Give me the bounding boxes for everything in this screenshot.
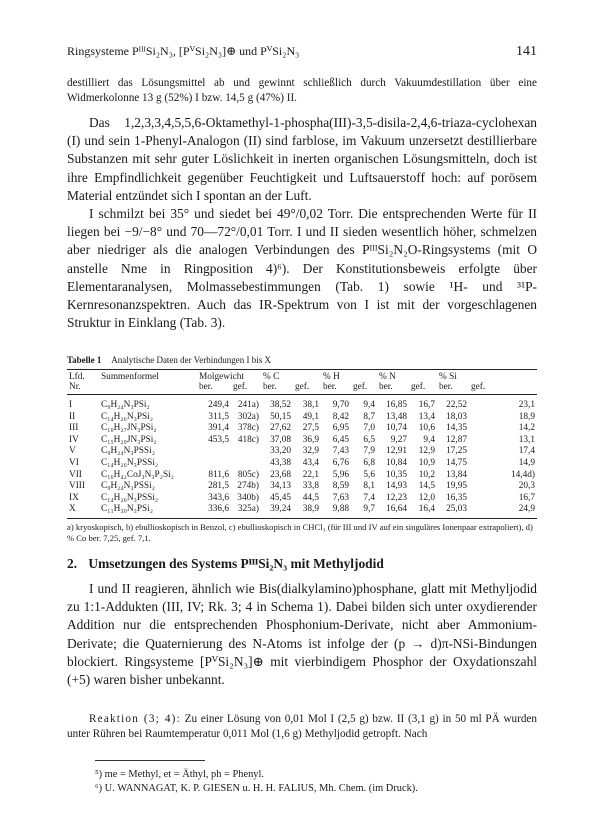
footnotes: [95, 768, 535, 796]
row-number-cell: IV: [69, 434, 79, 445]
value-cell: 49,1: [302, 411, 319, 422]
column-header: % C: [261, 370, 321, 383]
value-cell: 27,5: [302, 423, 319, 434]
row-number-cell: VII: [69, 469, 82, 480]
table-block: [67, 355, 537, 544]
table-row: [67, 493, 537, 505]
paragraph-1: Das 1,2,3,3,4,5,5,6-Oktamethyl-1-phospha(III)-3,5-disila-2,4,6-triaza-cyclohexan (I) und sein 1-Phenyl-Analogon (II) sind farblose, im Vakuum unzersetzt destillierbare Substanzen mit sehr guter Löslichkeit in inerten organischen Lösungsmitteln, doch ist ihre Empfindlichkeit gegenüber Feuchtigkeit und Luftsauerstoff hoch: auf porösem Material entzündet sich I spontan an der Luft.: [67, 115, 537, 203]
table-row: [67, 395, 537, 412]
column-subheader: ber.: [197, 382, 231, 395]
value-cell: 22,1: [302, 469, 319, 480]
value-cell: 302a): [237, 411, 259, 422]
value-cell: 10,74: [386, 423, 407, 434]
value-cell: 12,0: [418, 492, 435, 503]
value-cell: 23,68: [270, 469, 291, 480]
table-notes: a) kryoskopisch, b) ebullioskopisch in Benzol, c) ebullioskopisch in CHCl₃ (für III und IV auf ein singuläres Ionenpaar extrapoliert), d) % Co ber. 7,25, gef. 7,1.: [67, 521, 533, 543]
value-cell: 7,43: [332, 446, 349, 457]
value-cell: 241a): [237, 400, 259, 410]
value-cell: 14,75: [446, 457, 467, 468]
column-subheader: gef.: [409, 382, 437, 395]
value-cell: 274b): [237, 481, 259, 492]
value-cell: 36,9: [302, 434, 319, 445]
column-subheader: gef.: [293, 382, 321, 395]
value-cell: 343,6: [208, 492, 229, 503]
row-number-cell: I: [69, 400, 73, 410]
column-header: Molgewicht: [197, 370, 261, 383]
formula-cell: C₉H₂₄N₃PSSi₂: [101, 446, 155, 457]
column-header: % N: [377, 370, 437, 383]
value-cell: 39,24: [261, 504, 293, 518]
column-subheader: ber.: [437, 382, 469, 395]
value-cell: 14,35: [446, 423, 467, 434]
formula-cell: C₁₆H₄₂CoJ₃N₃P₂Si₂: [101, 469, 174, 480]
value-cell: 6,5: [363, 434, 375, 445]
value-cell: 13,84: [446, 469, 467, 480]
value-cell: 16,7: [418, 400, 435, 410]
section-title: Umsetzungen des Systems PᴵᴵᴵSi₂N₃ mit Methyljodid: [88, 556, 384, 571]
analysis-table: [67, 369, 537, 519]
value-cell: 805c): [237, 469, 259, 480]
value-cell: 6,76: [332, 457, 349, 468]
formula-cell: C₉H₂₄N₃PSi₂: [101, 400, 150, 410]
value-cell: 16,64: [377, 504, 409, 518]
table-row: [67, 481, 537, 493]
row-number-cell: II: [69, 411, 76, 422]
column-header: Summenformel: [99, 370, 197, 383]
value-cell: 6,8: [363, 457, 375, 468]
column-subheader: ber.: [377, 382, 409, 395]
value-cell: 43,38: [270, 457, 291, 468]
section-number: 2.: [67, 556, 78, 571]
reaction-body: Zu einer Lösung von 0,01 Mol I (2,5 g) bzw. II (3,1 g) in 50 ml PÄ wurden unter Rühren bei Raumtemperatur 0,011 Mol (1,6 g) Methyljodid getropft. Nach: [67, 713, 537, 741]
value-cell: 18,03: [446, 411, 467, 422]
table-label: Tabelle 1: [67, 355, 102, 365]
value-cell: 311,5: [208, 411, 229, 422]
column-subheader: ber.: [261, 382, 293, 395]
column-subheader: [99, 382, 197, 395]
value-cell: 33,8: [302, 481, 319, 492]
value-cell: 6,45: [332, 434, 349, 445]
value-cell: 8,1: [363, 481, 375, 492]
row-number-cell: IX: [69, 492, 79, 503]
row-number-cell: VIII: [69, 481, 86, 492]
value-cell: 10,9: [418, 457, 435, 468]
footnote-6: ⁶) U. WANNAGAT, K. P. GIESEN u. H. H. FALIUS, Mh. Chem. (im Druck).: [95, 783, 418, 794]
row-number-cell: III: [69, 423, 79, 434]
formula-cell: C₁₄H₂₆N₃PSi₂: [101, 411, 153, 422]
main-text-2: [67, 580, 537, 689]
column-header: % Si: [437, 370, 537, 383]
value-cell: [197, 446, 231, 458]
value-cell: 7,9: [363, 446, 375, 457]
value-cell: 9,88: [321, 504, 351, 518]
value-cell: 14,4d): [510, 469, 535, 480]
table-row: [67, 446, 537, 458]
formula-cell: C₁₄H₂₆N₃PSSi₂: [101, 457, 159, 468]
value-cell: 44,5: [302, 492, 319, 503]
value-cell: 7,63: [332, 492, 349, 503]
table-row: [67, 412, 537, 424]
value-cell: 50,15: [270, 411, 291, 422]
value-cell: 12,91: [386, 446, 407, 457]
value-cell: 17,25: [446, 446, 467, 457]
value-cell: 9,4: [363, 400, 375, 410]
value-cell: 249,4: [208, 400, 229, 410]
value-cell: [231, 446, 261, 458]
value-cell: 336,6: [197, 504, 231, 518]
value-cell: 16,7: [518, 492, 535, 503]
value-cell: 27,62: [270, 423, 291, 434]
value-cell: 453,5: [208, 434, 229, 445]
value-cell: 340b): [237, 492, 259, 503]
value-cell: 38,52: [270, 400, 291, 410]
value-cell: 811,6: [208, 469, 229, 480]
value-cell: 418c): [237, 434, 259, 445]
table-body: [67, 395, 537, 519]
value-cell: 38,1: [302, 400, 319, 410]
reaction-text: [67, 712, 537, 742]
column-subheader: Nr.: [67, 382, 99, 395]
value-cell: 16,35: [446, 492, 467, 503]
value-cell: 5,6: [363, 469, 375, 480]
formula-cell: C₁₀H₂₇JN₃PSi₂: [101, 423, 157, 434]
value-cell: 7,0: [363, 423, 375, 434]
table-row: [67, 458, 537, 470]
value-cell: 12,87: [446, 434, 467, 445]
value-cell: 281,5: [208, 481, 229, 492]
value-cell: 6,95: [332, 423, 349, 434]
section-heading: [67, 556, 537, 572]
formula-cell: C₁₅H₂₉JN₃PSi₂: [101, 434, 157, 445]
value-cell: 14,9: [518, 457, 535, 468]
value-cell: 20,3: [518, 481, 535, 492]
formula-cell: C₉H₂₄N₃PSSi₂: [101, 481, 155, 492]
value-cell: 23,1: [518, 400, 535, 410]
value-cell: 9,4: [423, 434, 435, 445]
value-cell: 9,27: [390, 434, 407, 445]
value-cell: 22,52: [446, 400, 467, 410]
value-cell: 33,20: [270, 446, 291, 457]
main-text-1: [67, 114, 537, 332]
value-cell: 8,59: [332, 481, 349, 492]
column-subheader: gef.: [231, 382, 261, 395]
value-cell: 7,4: [363, 492, 375, 503]
value-cell: 10,6: [418, 423, 435, 434]
row-number-cell: VI: [69, 457, 79, 468]
table-row: [67, 504, 537, 518]
value-cell: 9,7: [351, 504, 377, 518]
running-header: [67, 44, 537, 60]
intro-paragraph: destilliert das Lösungsmittel ab und gewinnt schließlich durch Vakuumdestillation über eine Widmerkolonne 13 g (52%) I bzw. 14,5 g (47%) II.: [67, 77, 537, 105]
running-title: Ringsysteme PᴵᴵᴵSi₂N₃, [PⱽSi₂N₃]⊕ und PⱽSi₂N₃: [67, 44, 300, 58]
value-cell: 10,35: [386, 469, 407, 480]
value-cell: [197, 458, 231, 470]
table-row: [67, 423, 537, 435]
column-header: Lfd.: [67, 370, 99, 383]
value-cell: 13,4: [418, 411, 435, 422]
value-cell: 13,48: [386, 411, 407, 422]
footnote-5: ⁵) me = Methyl, et = Äthyl, ph = Phenyl.: [95, 769, 264, 780]
value-cell: 16,85: [386, 400, 407, 410]
value-cell: 325a): [231, 504, 261, 518]
table-caption: [67, 355, 537, 365]
value-cell: 16,4: [409, 504, 437, 518]
value-cell: 391,4: [208, 423, 229, 434]
value-cell: 14,5: [418, 481, 435, 492]
row-number-cell: V: [69, 446, 76, 457]
value-cell: 37,08: [270, 434, 291, 445]
value-cell: 14,2: [518, 423, 535, 434]
column-header: % H: [321, 370, 377, 383]
page-number: 141: [516, 44, 537, 59]
value-cell: 25,03: [437, 504, 469, 518]
column-subheader: gef.: [351, 382, 377, 395]
formula-cell: C₁₁H₃₀N₃PSi₂: [99, 504, 197, 518]
value-cell: 8,7: [363, 411, 375, 422]
value-cell: 32,9: [302, 446, 319, 457]
reaction-label: Reaktion (3; 4):: [89, 713, 181, 725]
paragraph-2: I schmilzt bei 35° und siedet bei 49°/0,02 Torr. Die entsprechenden Werte für II liegen bei −9/−8° und 70—72°/0,01 Torr. I und II sieden wesentlich höher, schmelzen aber niedriger als die analogen Verbindungen des PᴵᴵᴵSi₂N₂O-Ringsystems (mit O anstelle Nme in Ringposition 4)⁶). Der Konstitutionsbeweis erfolgte über Elementaranalysen, Molmassebestimmungen (Tab. 1) sowie ¹H- und ³¹P-Kernresonanzspektren. Auch das IR-Spektrum von I ist mit der vorgeschlagenen Struktur in Einklang (Tab. 3).: [67, 206, 537, 331]
value-cell: 13,1: [518, 434, 535, 445]
value-cell: 14,93: [386, 481, 407, 492]
value-cell: 10,2: [418, 469, 435, 480]
value-cell: 12,9: [418, 446, 435, 457]
row-number-cell: X: [67, 504, 99, 518]
value-cell: 24,9: [469, 504, 537, 518]
value-cell: 12,23: [386, 492, 407, 503]
table-header-row-1: [67, 370, 537, 383]
value-cell: [231, 458, 261, 470]
value-cell: 34,13: [270, 481, 291, 492]
column-subheader: gef.: [469, 382, 537, 395]
value-cell: 8,42: [332, 411, 349, 422]
intro-text: [67, 76, 537, 106]
value-cell: 9,70: [332, 400, 349, 410]
footnote-rule: [95, 760, 205, 761]
table-header-row-2: [67, 382, 537, 395]
value-cell: 5,96: [332, 469, 349, 480]
value-cell: 378c): [237, 423, 259, 434]
value-cell: 43,4: [302, 457, 319, 468]
value-cell: 17,4: [518, 446, 535, 457]
formula-cell: C₁₄H₂₆N₃PSSi₂: [101, 492, 159, 503]
column-subheader: ber.: [321, 382, 351, 395]
paragraph-3: I und II reagieren, ähnlich wie Bis(dialkylamino)phosphane, glatt mit Methyljodid zu 1:1-Addukten (III, IV; Rk. 3; 4 in Schema 1). Dabei bilden sich unter oxydierender Addition nur die entsprechenden Phosphonium-Derivate, nicht aber Ammonium-Derivate; die Quaternierung des N-Atoms ist infolge der (p → d)π-NSi-Bindungen blockiert. Ringsysteme [PⱽSi₂N₃]⊕ mit vierbindigem Phosphor der Oxydationszahl (+5) waren bisher unbekannt.: [67, 581, 537, 688]
table-row: [67, 470, 537, 482]
value-cell: 18,9: [518, 411, 535, 422]
table-caption-text: Analytische Daten der Verbindungen I bis X: [111, 355, 271, 365]
value-cell: 45,45: [270, 492, 291, 503]
value-cell: 19,95: [446, 481, 467, 492]
value-cell: 10,84: [386, 457, 407, 468]
table-row: [67, 435, 537, 447]
value-cell: 38,9: [293, 504, 321, 518]
